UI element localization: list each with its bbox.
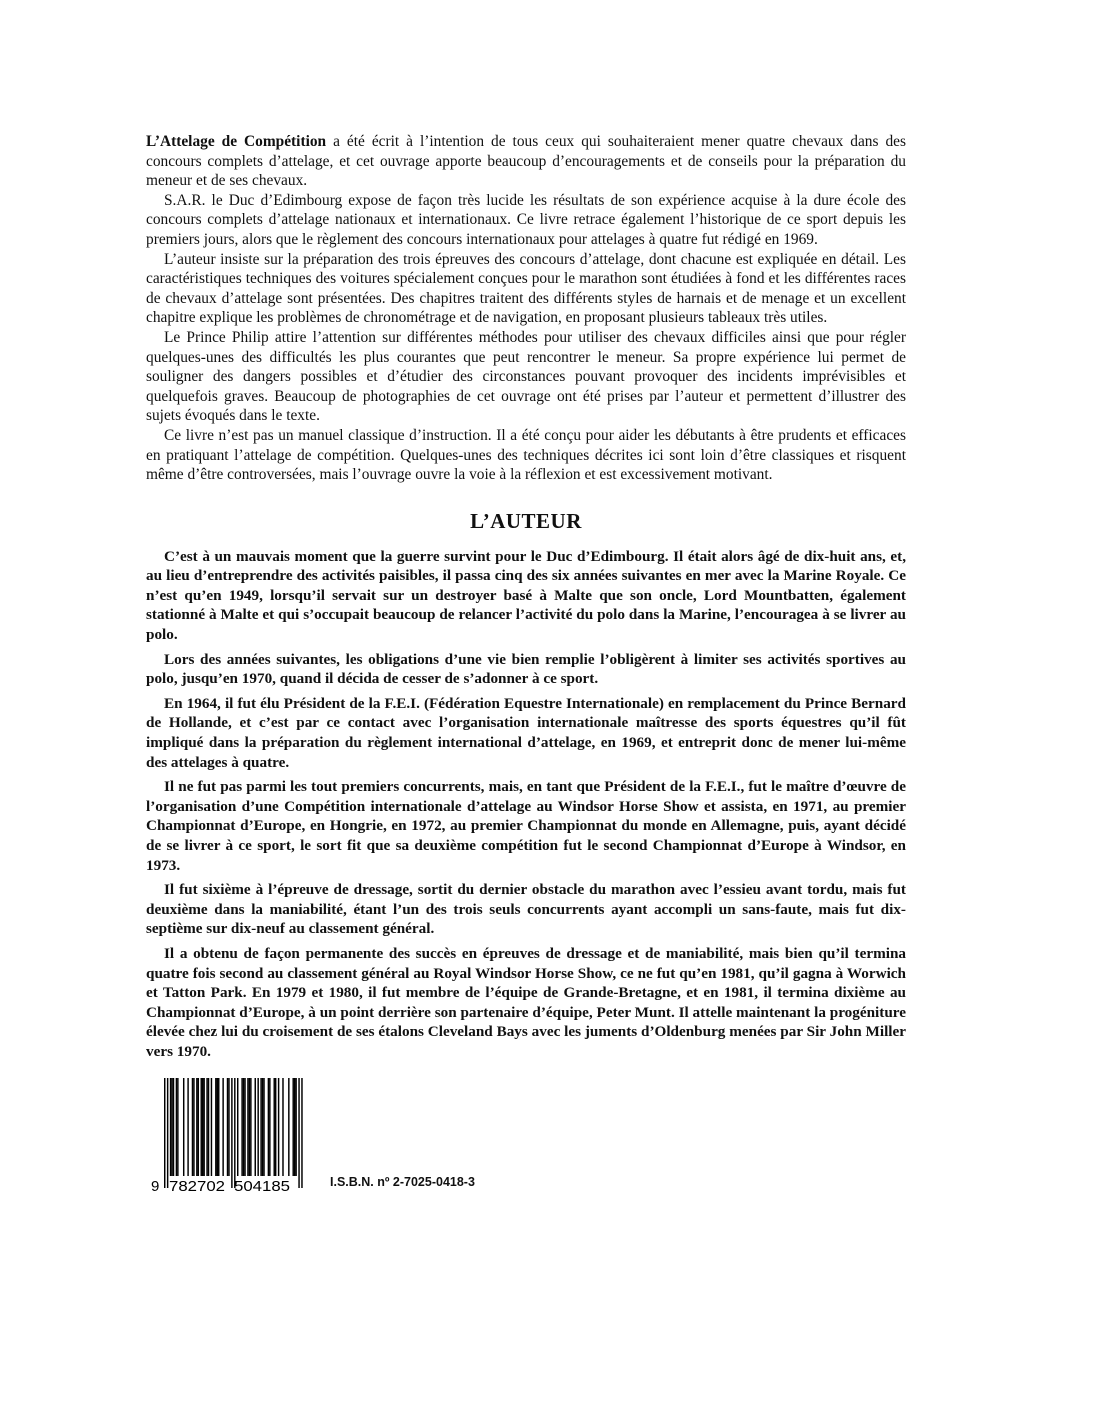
barcode-bar [255,1078,256,1176]
barcode-guard-bar [234,1078,235,1188]
barcode-bar [203,1078,204,1176]
author-paragraph: Il fut sixième à l’épreuve de dressage, sortit du dernier obstacle du marathon avec l’essieu avant tordu, mais fut deuxième dans la maniabilité, étant l’un des trois seuls concurrents ayant accompli un sans-faute, mais fut dix-septième sur dix-neuf au classement général. [146,881,906,938]
barcode-bar [211,1078,212,1176]
barcode-bar [247,1078,248,1176]
barcode-guard-bar [164,1078,165,1188]
barcode-bar [177,1078,178,1176]
barcode-bar [257,1078,258,1176]
barcode-bar [201,1078,202,1176]
barcode-digits-left: 782702 [169,1178,225,1195]
book-summary [146,132,906,485]
barcode-bar [222,1078,223,1176]
summary-paragraph-text: a été écrit à l’intention de tous ceux qui souhaiteraient mener quatre chevaux dans des concours complets d’attelage, et cet ouvrage apporte beaucoup d’encouragements et de conseils pour la préparation du meneur et de ses chevaux. [146,133,906,190]
barcode-bar [173,1078,174,1176]
barcode-block [150,1078,550,1198]
barcode-bar [268,1078,269,1176]
barcode-guard-bar [298,1078,299,1188]
summary-paragraph [146,132,906,191]
author-paragraph: Lors des années suivantes, les obligations d’une vie bien remplie l’obligèrent à limiter ses activités sportives au polo, jusqu’en 1970, quand il décida de cesser de s’adonner à ce sport. [146,650,906,688]
barcode-bar [187,1078,188,1176]
barcode-bar [295,1078,296,1176]
barcode-bar [176,1078,177,1176]
barcode-bar [269,1078,270,1176]
barcode-guard-bar [301,1078,302,1188]
author-paragraph: Il ne fut pas parmi les tout premiers concurrents, mais, en tant que Président de la F.E.I., fut le maître d’œuvre de l’organisation d’une Compétition internationale d’attelage au Windsor Horse Show et assista, en 1971, au premier Championnat d’Europe, en Hongrie, en 1972, au premier Championnat du monde en Allemagne, puis, ayant décidé de se livrer à ce sport, le sort fit que sa deuxième compétition fut le second Championnat d’Europe à Windsor, en 1973. [146,778,906,874]
barcode-bar [196,1078,197,1176]
summary-paragraph: Le Prince Philip attire l’attention sur différentes méthodes pour utiliser des chevaux difficiles ainsi que pour régler quelques-unes des difficultés les plus courantes que peut rencontrer le meneur. Sa propre expérience lui permet de souligner des dangers possibles et d’étudier des circonstances pouvant provoquer des incidents imprévisibles et quelquefois graves. Beaucoup de photographies de cet ouvrage ont été prises par l’auteur et permettent d’illustrer des sujets évoqués dans le texte. [146,328,906,425]
barcode-digit-first: 9 [151,1178,160,1195]
barcode-bar [260,1078,261,1176]
barcode-bar [198,1078,199,1176]
barcode-bar [282,1078,283,1176]
isbn-label: I.S.B.N. nº 2-7025-0418-3 [330,1175,475,1189]
author-paragraph: Il a obtenu de façon permanente des succès en épreuves de dressage et de maniabilité, mais bien qu’il termina quatre fois second au classement général au Royal Windsor Horse Show, ce ne fut qu’en 1981, qu’il gagna à Worwich et Tatton Park. En 1979 et 1980, il fut membre de l’équipe de Grande-Bretagne, et en 1981, il termina dixième au Championnat d’Europe, à un point derrière son partenaire d’équipe, Peter Munt. Il attelle maintenant la progéniture élevée chez lui du croisement de ses étalons Cleveland Bays avec les juments d’Oldenburg menées par Sir John Miller vers 1970. [146,944,906,1060]
barcode-bar [263,1078,264,1176]
barcode-bar [249,1078,250,1176]
barcode-digits-right: 504185 [234,1178,290,1195]
barcode-bar [288,1078,289,1176]
barcode-bar [183,1078,184,1176]
barcode-bar [250,1078,251,1176]
barcode-bar [170,1078,171,1176]
barcode-bar [294,1078,295,1176]
barcode-bar [241,1078,242,1176]
barcode-bar [275,1078,276,1176]
barcode-bar [218,1078,219,1176]
barcode-guard-bar [231,1078,232,1188]
author-biography [146,547,906,1062]
author-heading: L’AUTEUR [470,508,582,533]
barcode-bar [217,1078,218,1176]
barcode-bar [278,1078,279,1176]
book-title: L’Attelage de Compétition [146,133,327,150]
barcode-bar [206,1078,207,1176]
barcode-bar [274,1078,275,1176]
author-paragraph: En 1964, il fut élu Président de la F.E.I. (Fédération Equestre Internationale) en remplacement du Prince Bernard de Hollande, et c’est par ce contact avec l’organisation internationale maîtresse des sports équestres qu’il fût impliqué dans la préparation du règlement international d’attelage, en 1969, et entreprit donc de mener lui-même des attelages à quatre. [146,694,906,771]
author-paragraph: C’est à un mauvais moment que la guerre survint pour le Duc d’Edimbourg. Il était alors âgé de dix-huit ans, et, au lieu d’entreprendre des activités paisibles, il passa cinq des six années suivantes en mer avec la Marine Royale. Ce n’est qu’en 1949, lorsqu’il servait sur un destroyer basé à Malte que son oncle, Lord Mountbatten, également stationné à Malte et qui s’occupait beaucoup de relancer l’activité du polo dans la Marine, l’encouragea à se livrer au polo. [146,547,906,644]
barcode-bar [192,1078,193,1176]
barcode-bar [228,1078,229,1176]
barcode-bar [193,1078,194,1176]
barcode-bar [262,1078,263,1176]
summary-paragraph: S.A.R. le Duc d’Edimbourg expose de façon très lucide les résultats de son expérience acquise à la dure école des concours complets d’attelage nationaux et internationaux. Ce livre retrace également l’historique de ce sport depuis les premiers jours, alors que le règlement des concours internationaux pour attelages à quatre fut rédigé en 1969. [146,191,906,248]
barcode-bar [237,1078,238,1176]
barcode-bar [215,1078,216,1176]
barcode-bars [164,1078,303,1188]
summary-paragraph: L’auteur insiste sur la préparation des trois épreuves des concours d’attelage, dont chacune est expliquée en détail. Les caractéristiques techniques des voitures spécialement conçues pour le marathon sont étudiées à fond et les différentes races de chevaux d’attelage sont présentées. Des chapitres traitent des différents styles de harnais et de menage et un excellent chapitre explique les problèmes de chronométrage et de navigation, en proposant plusieurs tableaux très utiles. [146,250,906,327]
barcode-bar [292,1078,293,1176]
barcode-bar [244,1078,245,1176]
barcode-guard-bar [167,1078,168,1188]
back-cover-text [146,132,906,1067]
barcode-bar [171,1078,172,1176]
barcode-bar [227,1078,228,1176]
barcode-bar [202,1078,203,1176]
barcode-bar [208,1078,209,1176]
barcode-bar [243,1078,244,1176]
ean13-barcode [150,1078,310,1196]
summary-paragraph: Ce livre n’est pas un manuel classique d’instruction. Il a été conçu pour aider les débutants à être prudents et efficaces en pratiquant l’attelage de compétition. Quelques-unes des techniques décrites ici sont loin d’être classiques et risquent même d’être controversées, mais l’ouvrage ouvre la voie à la réflexion et est excessivement motivant. [146,426,906,484]
